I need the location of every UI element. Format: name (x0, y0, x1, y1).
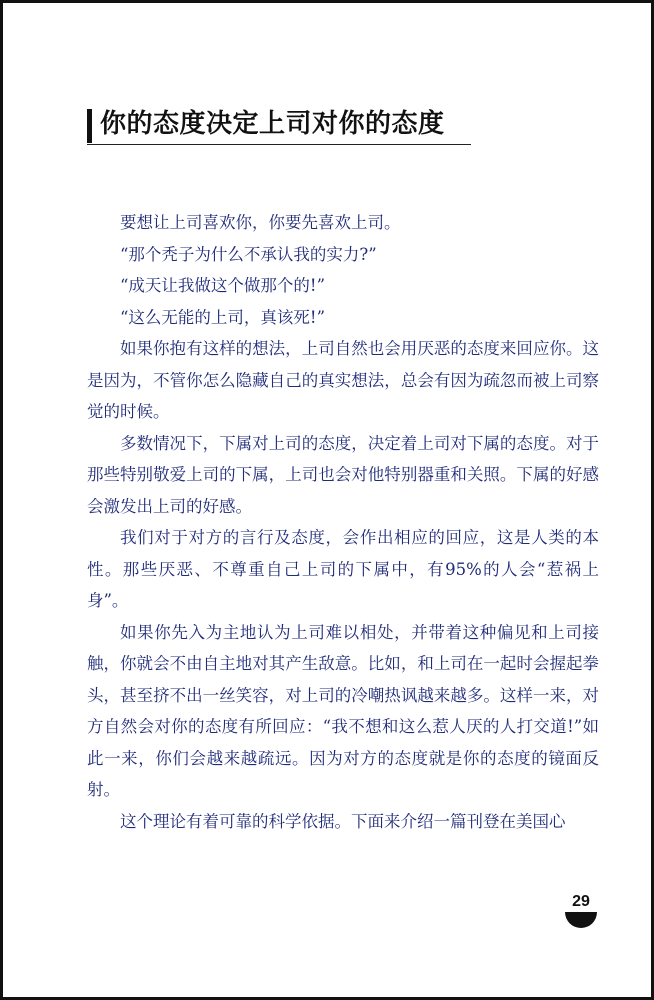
chapter-heading (87, 104, 471, 145)
paragraph: 多数情况下，下属对上司的态度，决定着上司对下属的态度。对于那些特别敬爱上司的下属，上司也会对他特别器重和关照。下属的好感会激发出上司的好感。 (87, 433, 599, 516)
heading-bar-decoration (87, 109, 92, 143)
paragraph: “那个秃子为什么不承认我的实力?” (120, 244, 377, 264)
paragraph: “成天让我做这个做那个的!” (120, 276, 326, 295)
body-text (87, 207, 599, 837)
paragraph: 这个理论有着可靠的科学依据。下面来介绍一篇刊登在美国心 (120, 811, 566, 831)
paragraph: 我们对于对方的言行及态度，会作出相应的回应，这是人类的本性。那些厌恶、不尊重自己上司的下属中，有95%的人会“惹祸上身”。 (87, 528, 599, 610)
half-circle-icon (565, 912, 597, 928)
paragraph: “这么无能的上司，真该死!” (120, 307, 326, 327)
page-footer (563, 892, 599, 932)
page-number: 29 (572, 893, 590, 910)
paragraph: 要想让上司喜欢你，你要先喜欢上司。 (120, 213, 401, 232)
chapter-title: 你的态度决定上司对你的态度 (100, 109, 445, 139)
paragraph: 如果你抱有这样的想法，上司自然也会用厌恶的态度来回应你。这是因为，不管你怎么隐藏自己的真实想法，总会有因为疏忽而被上司察觉的时候。 (87, 339, 599, 421)
paragraph: 如果你先入为主地认为上司难以相处，并带着这种偏见和上司接触，你就会不由自主地对其产生敌意。比如，和上司在一起时会握起拳头，甚至挤不出一丝笑容，对上司的冷嘲热讽越来越多。这样一来，对方自然会对你的态度有所回应：“我不想和这么惹人厌的人打交道!”如此一来，你们会越来越疏远。因为对方的态度就是你的态度的镜面反射。 (87, 622, 599, 799)
